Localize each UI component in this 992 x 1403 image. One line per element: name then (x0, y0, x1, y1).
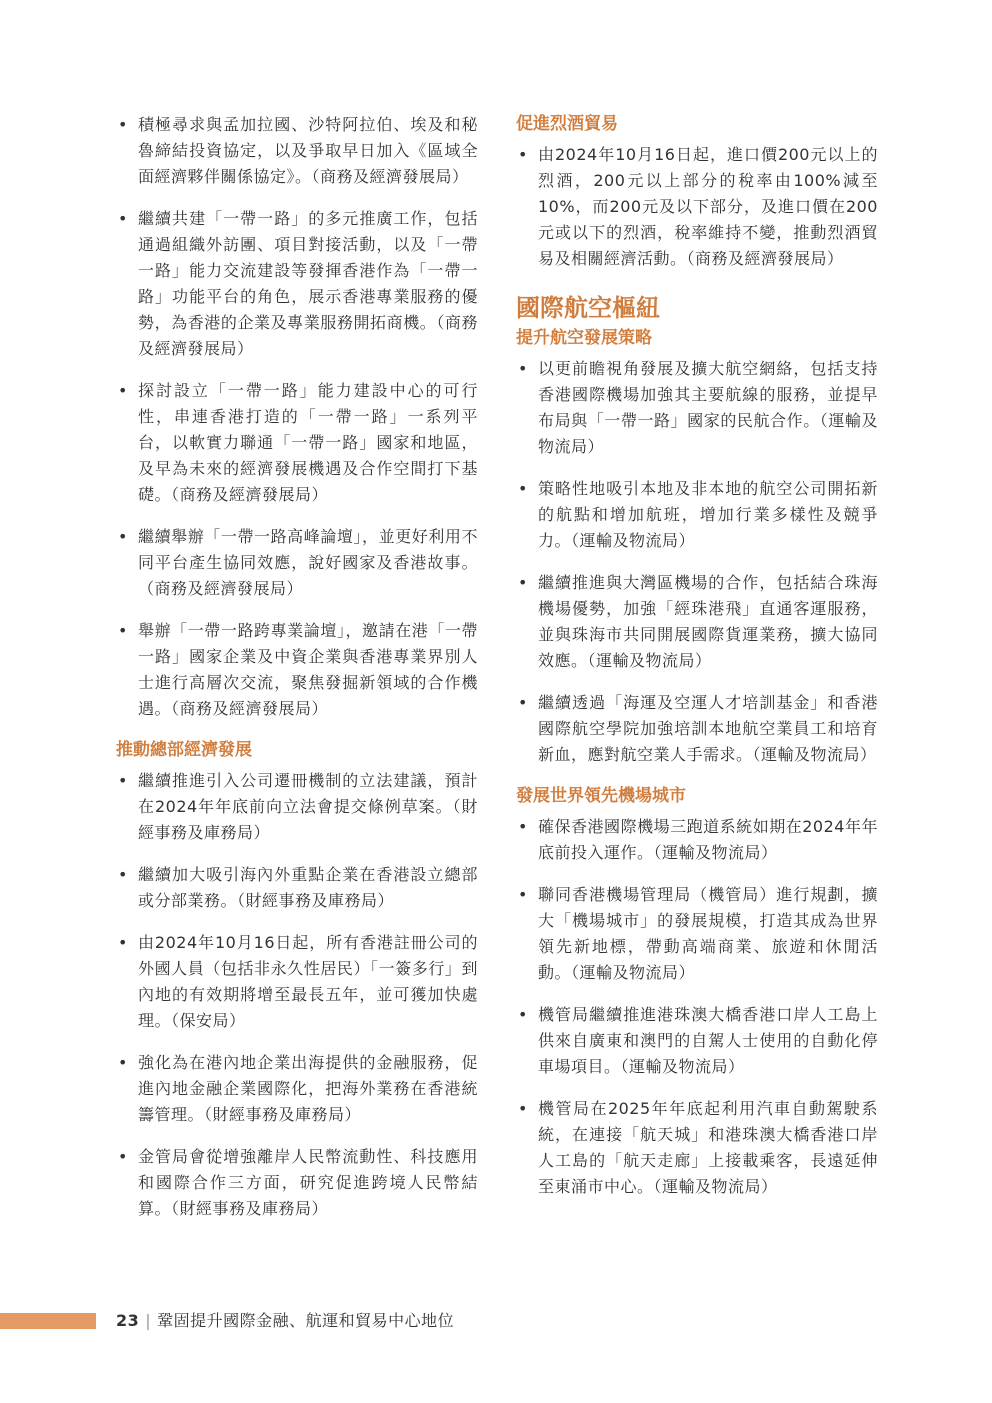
left-top-list (116, 112, 478, 722)
bullet-icon: • (518, 817, 528, 836)
bullet-icon: • (118, 621, 128, 640)
bullet-icon: • (118, 771, 128, 790)
list-item-text: 探討設立「一帶一路」能力建設中心的可行性，串連香港打造的「一帶一路」一系列平台，以軟實力聯通「一帶一路」國家和地區，及早為未來的經濟發展機遇及合作空間打下基礎。（商務及經濟發展局） (138, 381, 478, 504)
bullet-icon: • (118, 115, 128, 134)
list-item-text: 策略性地吸引本地及非本地的航空公司開拓新的航點和增加航班，增加行業多樣性及競爭力。（運輸及物流局） (538, 479, 878, 550)
list-item-text: 繼續共建「一帶一路」的多元推廣工作，包括通過組織外訪團、項目對接活動，以及「一帶一路」能力交流建設等發揮香港作為「一帶一路」功能平台的角色，展示香港專業服務的優勢，為香港的企業及專業服務開拓商機。（商務及經濟發展局） (138, 209, 478, 358)
bullet-icon: • (118, 1053, 128, 1072)
left-column (116, 112, 478, 1238)
list-item (116, 1144, 478, 1222)
page-footer (0, 1311, 992, 1331)
list-item-text: 以更前瞻視角發展及擴大航空網絡，包括支持香港國際機場加強其主要航線的服務，並提早布局與「一帶一路」國家的民航合作。（運輸及物流局） (538, 359, 878, 456)
list-item (516, 356, 878, 460)
page-number: 23 (116, 1311, 140, 1330)
footer-accent-bar (0, 1313, 96, 1329)
list-item-text: 積極尋求與孟加拉國、沙特阿拉伯、埃及和秘魯締結投資協定，以及爭取早日加入《區域全面經濟夥伴關係協定》。（商務及經濟發展局） (138, 115, 478, 186)
list-item (516, 142, 878, 272)
list-item-text: 機管局在2025年年底起利用汽車自動駕駛系統，在連接「航天城」和港珠澳大橋香港口岸人工島的「航天走廊」上接載乘客，長遠延伸至東涌市中心。（運輸及物流局） (538, 1099, 878, 1196)
list-item-text: 繼續透過「海運及空運人才培訓基金」和香港國際航空學院加強培訓本地航空業員工和培育新血，應對航空業人手需求。（運輸及物流局） (538, 693, 878, 764)
list-item (516, 570, 878, 674)
list-item (516, 1002, 878, 1080)
section-heading-hq-economy: 推動總部經濟發展 (116, 740, 252, 760)
list-item-text: 由2024年10月16日起，進口價200元以上的烈酒，200元以上部分的稅率由100%減至10%，而200元及以下部分，及進口價在200元或以下的烈酒，稅率維持不變，推動烈酒貿易及相關經濟活動。（商務及經濟發展局） (538, 145, 878, 268)
list-item (116, 768, 478, 846)
list-item (516, 882, 878, 986)
list-item (116, 524, 478, 602)
bullet-icon: • (118, 1147, 128, 1166)
bullet-icon: • (518, 573, 528, 592)
list-item-text: 繼續舉辦「一帶一路高峰論壇」，並更好利用不同平台產生協同效應，說好國家及香港故事。（商務及經濟發展局） (138, 527, 478, 598)
liquor-trade-list (516, 142, 878, 272)
bullet-icon: • (518, 1005, 528, 1024)
section-heading-liquor-trade: 促進烈酒貿易 (516, 114, 618, 134)
list-item-text: 金管局會從增強離岸人民幣流動性、科技應用和國際合作三方面，研究促進跨境人民幣結算。（財經事務及庫務局） (138, 1147, 478, 1218)
bullet-icon: • (118, 381, 128, 400)
list-item-text: 機管局繼續推進港珠澳大橋香港口岸人工島上供來自廣東和澳門的自駕人士使用的自動化停車場項目。（運輸及物流局） (538, 1005, 878, 1076)
right-column (516, 112, 878, 1216)
bullet-icon: • (118, 933, 128, 952)
list-item-text: 舉辦「一帶一路跨專業論壇」，邀請在港「一帶一路」國家企業及中資企業與香港專業界別人士進行高層次交流，聚焦發掘新領域的合作機遇。（商務及經濟發展局） (138, 621, 478, 718)
bullet-icon: • (518, 1099, 528, 1118)
list-item (516, 1096, 878, 1200)
list-item-text: 聯同香港機場管理局（機管局）進行規劃，擴大「機場城市」的發展規模，打造其成為世界領先新地標，帶動高端商業、旅遊和休閒活動。（運輸及物流局） (538, 885, 878, 982)
list-item (516, 814, 878, 866)
list-item (116, 862, 478, 914)
bullet-icon: • (118, 527, 128, 546)
list-item (116, 378, 478, 508)
bullet-icon: • (518, 885, 528, 904)
list-item (116, 1050, 478, 1128)
airport-city-list (516, 814, 878, 1200)
list-item (116, 112, 478, 190)
hq-economy-list (116, 768, 478, 1222)
bullet-icon: • (518, 359, 528, 378)
bullet-icon: • (518, 693, 528, 712)
main-heading-aviation-hub: 國際航空樞紐 (516, 294, 660, 322)
bullet-icon: • (118, 865, 128, 884)
footer-separator: | (145, 1311, 152, 1330)
bullet-icon: • (118, 209, 128, 228)
list-item-text: 強化為在港內地企業出海提供的金融服務，促進內地金融企業國際化，把海外業務在香港統籌管理。（財經事務及庫務局） (138, 1053, 478, 1124)
list-item-text: 繼續推進與大灣區機場的合作，包括結合珠海機場優勢，加強「經珠港飛」直通客運服務，並與珠海市共同開展國際貨運業務，擴大協同效應。（運輸及物流局） (538, 573, 878, 670)
section-heading-airport-city: 發展世界領先機場城市 (516, 786, 686, 806)
bullet-icon: • (518, 479, 528, 498)
bullet-icon: • (518, 145, 528, 164)
list-item (516, 690, 878, 768)
list-item-text: 確保香港國際機場三跑道系統如期在2024年年底前投入運作。（運輸及物流局） (538, 817, 878, 862)
list-item-text: 由2024年10月16日起，所有香港註冊公司的外國人員（包括非永久性居民）「一簽多行」到內地的有效期將增至最長五年，並可獲加快處理。（保安局） (138, 933, 478, 1030)
list-item (116, 206, 478, 362)
footer-title: 鞏固提升國際金融、航運和貿易中心地位 (157, 1311, 455, 1330)
list-item (116, 618, 478, 722)
list-item-text: 繼續加大吸引海內外重點企業在香港設立總部或分部業務。（財經事務及庫務局） (138, 865, 478, 910)
aviation-strategy-list (516, 356, 878, 768)
list-item (516, 476, 878, 554)
list-item-text: 繼續推進引入公司遷冊機制的立法建議，預計在2024年年底前向立法會提交條例草案。（財經事務及庫務局） (138, 771, 478, 842)
section-heading-aviation-strategy: 提升航空發展策略 (516, 328, 652, 348)
footer-text (116, 1310, 454, 1332)
list-item (116, 930, 478, 1034)
